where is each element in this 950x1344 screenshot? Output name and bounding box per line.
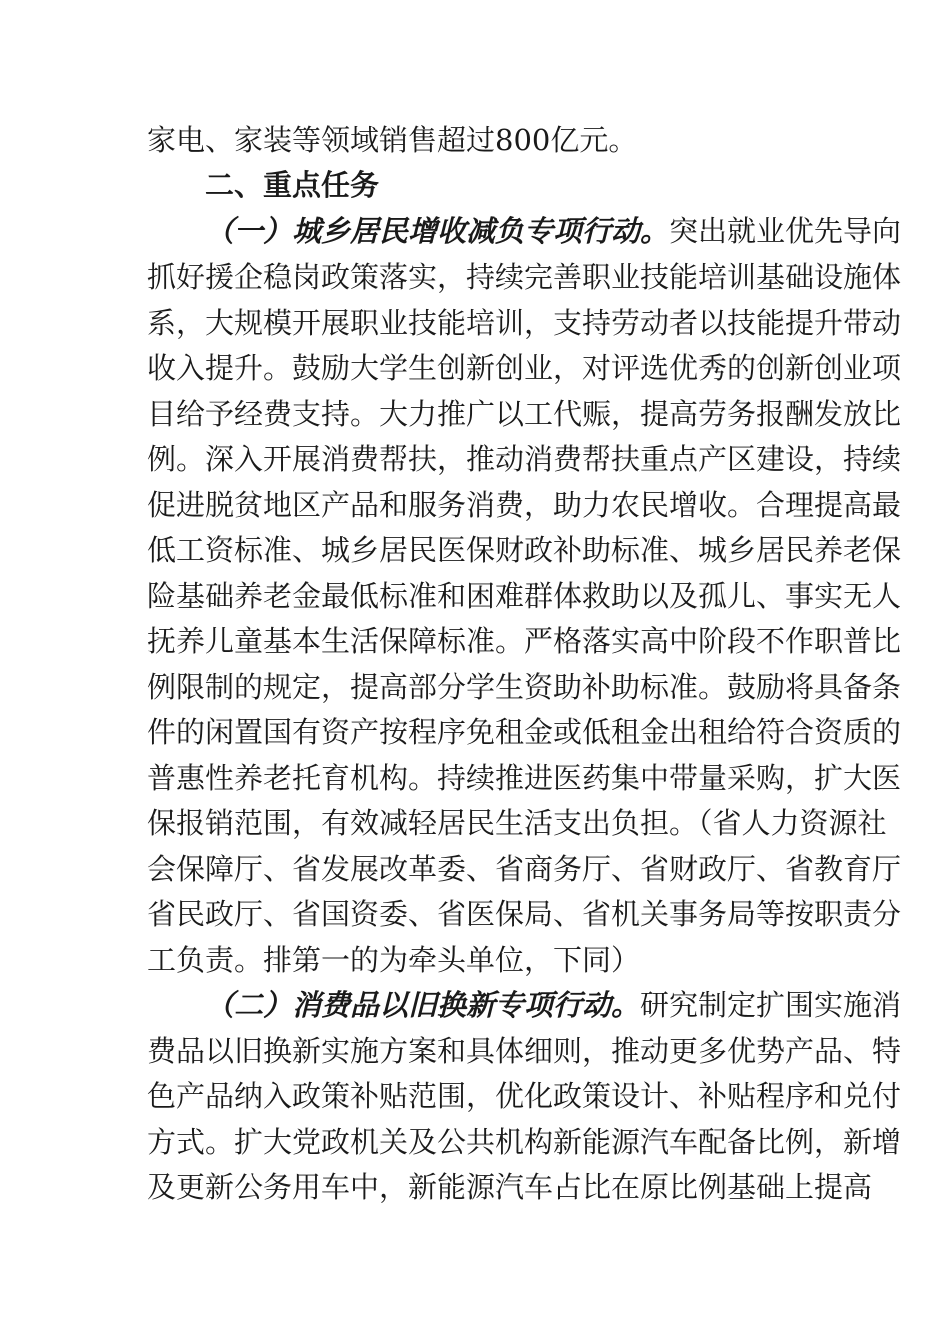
item1-line: 目给予经费支持。大力推广以工代赈，提高劳务报酬发放比 — [147, 397, 902, 431]
item1-line: 保报销范围，有效减轻居民生活支出负担。（省人力资源社 — [147, 806, 887, 840]
item1-line: 低工资标准、城乡居民医保财政补助标准、城乡居民养老保 — [147, 533, 902, 567]
item1-line: 促进脱贫地区产品和服务消费，助力农民增收。合理提高最 — [147, 488, 902, 522]
item1-title: （一）城乡居民增收减负专项行动。 — [205, 214, 670, 248]
item1-line: 抚养儿童基本生活保障标准。严格落实高中阶段不作职普比 — [147, 624, 902, 658]
item2-line: 色产品纳入政策补贴范围，优化政策设计、补贴程序和兑付 — [147, 1079, 902, 1113]
item1-line: 会保障厅、省发展改革委、省商务厅、省财政厅、省教育厅 — [147, 852, 902, 886]
intro-tail-line: 家电、家装等领域销售超过800亿元。 — [147, 123, 638, 157]
item1-line: 工负责。排第一的为牵头单位，下同） — [147, 943, 641, 977]
item2-title: （二）消费品以旧换新专项行动。 — [205, 988, 641, 1022]
item1-line: 抓好援企稳岗政策落实，持续完善职业技能培训基础设施体 — [147, 260, 902, 294]
item2-line: 费品以旧换新实施方案和具体细则，推动更多优势产品、特 — [147, 1034, 902, 1068]
item2-first-line — [205, 983, 902, 1027]
item1-first-line — [205, 209, 902, 253]
item1-line: 省民政厅、省国资委、省医保局、省机关事务局等按职责分 — [147, 897, 902, 931]
item1-line: 普惠性养老托育机构。持续推进医药集中带量采购，扩大医 — [147, 761, 902, 795]
item1-line: 系，大规模开展职业技能培训，支持劳动者以技能提升带动 — [147, 306, 902, 340]
item2-line: 及更新公务用车中，新能源汽车占比在原比例基础上提高 — [147, 1170, 873, 1204]
item1-line: 例限制的规定，提高部分学生资助补助标准。鼓励将具备条 — [147, 670, 902, 704]
item1-line: 件的闲置国有资产按程序免租金或低租金出租给符合资质的 — [147, 715, 902, 749]
item2-line: 方式。扩大党政机关及公共机构新能源汽车配备比例，新增 — [147, 1125, 902, 1159]
section-heading: 二、重点任务 — [205, 168, 380, 202]
item1-line: 例。深入开展消费帮扶，推动消费帮扶重点产区建设，持续 — [147, 442, 902, 476]
item2-text: 研究制定扩围实施消 — [640, 988, 902, 1022]
item1-line: 险基础养老金最低标准和困难群体救助以及孤儿、事实无人 — [147, 579, 902, 613]
item1-text: 突出就业优先导向 — [669, 214, 902, 248]
item1-line: 收入提升。鼓励大学生创新创业，对评选优秀的创新创业项 — [147, 351, 902, 385]
